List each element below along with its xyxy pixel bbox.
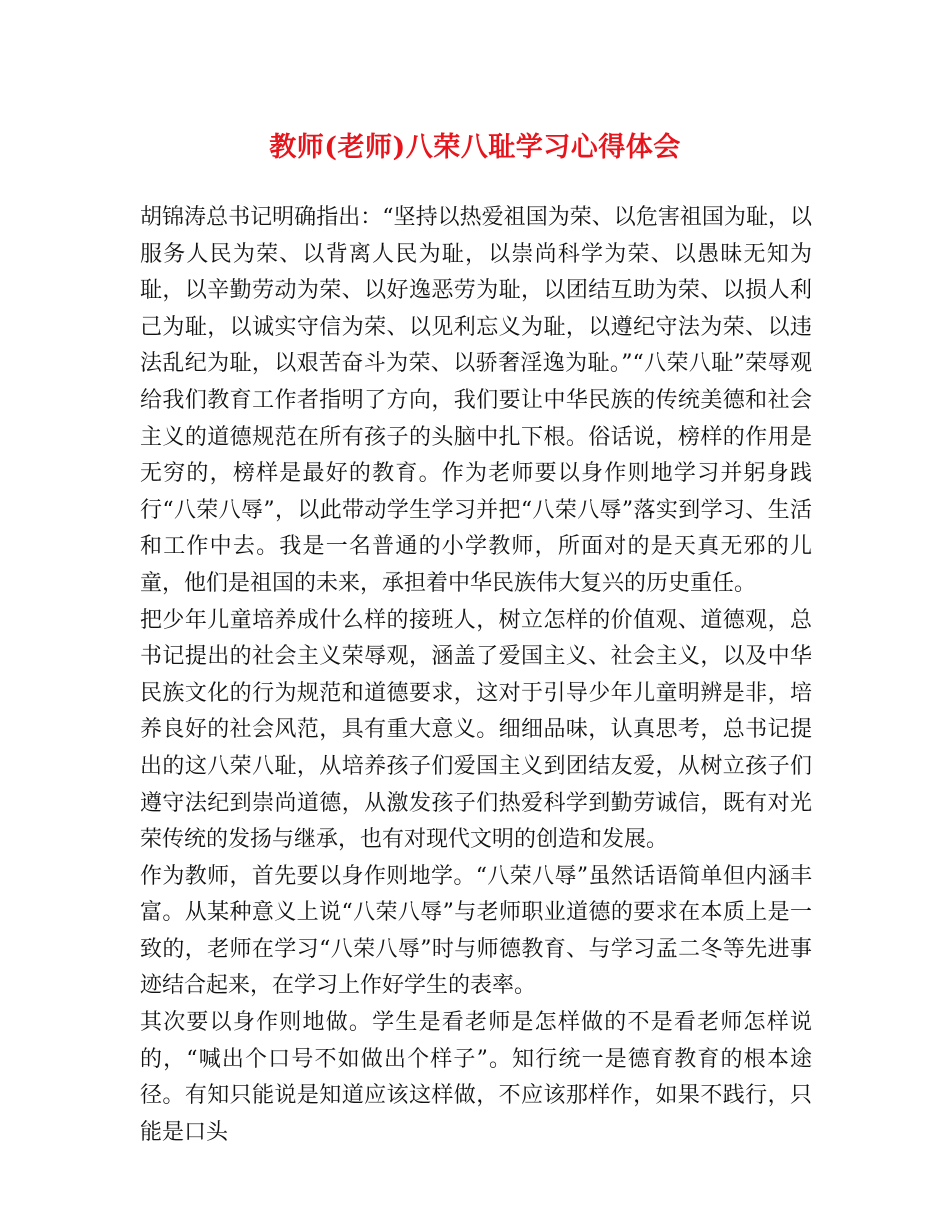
paragraph-4: 其次要以身作则地做。学生是看老师是怎样做的不是看老师怎样说的，“喊出个口号不如做出个样子”。知行统一是德育教育的根本途径。有知只能说是知道应该这样做，不应该那样作，如果不践行，只能是口头: [140, 1010, 812, 1145]
paragraph-3: 作为教师，首先要以身作则地学。“八荣八辱”虽然话语简单但内涵丰富。从某种意义上说“八荣八辱”与老师职业道德的要求在本质上是一致的，老师在学习“八荣八辱”时与师德教育、与学习孟二冬等先进事迹结合起来，在学习上作好学生的表率。: [140, 863, 812, 999]
paragraph-2: 把少年儿童培养成什么样的接班人，树立怎样的价值观、道德观，总书记提出的社会主义荣辱观，涵盖了爱国主义、社会主义，以及中华民族文化的行为规范和道德要求，这对于引导少年儿童明辨是非，培养良好的社会风范，具有重大意义。细细品味，认真思考，总书记提出的这八荣八耻，从培养孩子们爱国主义到团结友爱，从树立孩子们遵守法纪到崇尚道德，从激发孩子们热爱科学到勤劳诚信，既有对光荣传统的发扬与继承，也有对现代文明的创造和发展。: [140, 607, 812, 853]
page-title: 教师(老师)八荣八耻学习心得体会: [269, 132, 681, 163]
paragraph-1: 胡锦涛总书记明确指出：“坚持以热爱祖国为荣、以危害祖国为耻，以服务人民为荣、以背离人民为耻，以崇尚科学为荣、以愚昧无知为耻，以辛勤劳动为荣、以好逸恶劳为耻，以团结互助为荣、以损人利己为耻，以诚实守信为荣、以见利忘义为耻，以遵纪守法为荣、以违法乱纪为耻，以艰苦奋斗为荣、以骄奢淫逸为耻。”“八荣八耻”荣辱观给我们教育工作者指明了方向，我们要让中华民族的传统美德和社会主义的道德规范在所有孩子的头脑中扎下根。俗话说，榜样的作用是无穷的，榜样是最好的教育。作为老师要以身作则地学习并躬身践行“八荣八辱”，以此带动学生学习并把“八荣八辱”落实到学习、生活和工作中去。我是一名普通的小学教师，所面对的是天真无邪的儿童，他们是祖国的未来，承担着中华民族伟大复兴的历史重任。: [140, 205, 812, 596]
document-body: [140, 200, 812, 1151]
